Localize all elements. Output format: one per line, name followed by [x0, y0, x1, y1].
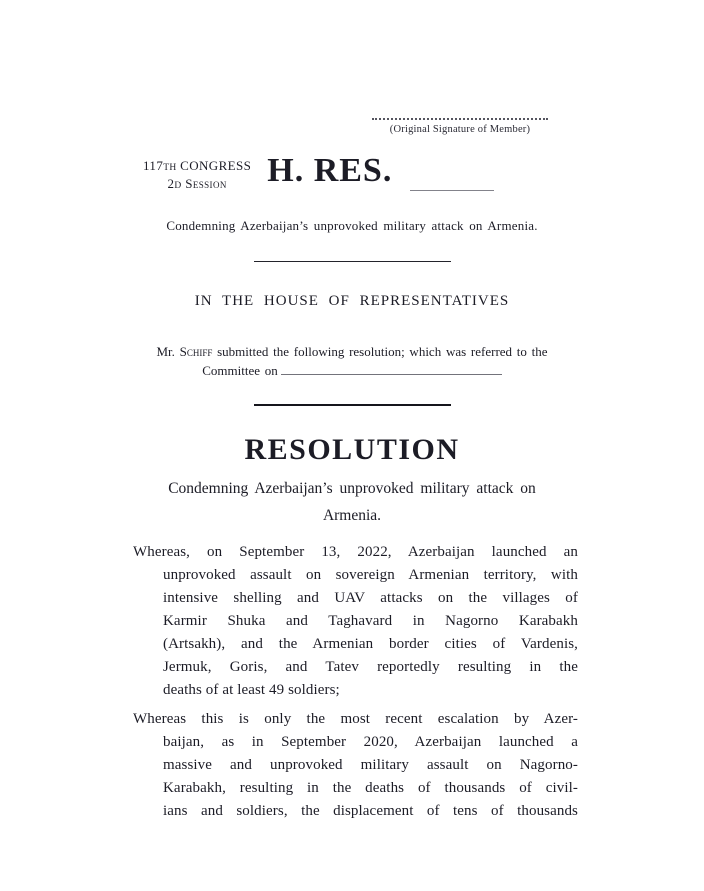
resolution-title: RESOLUTION: [244, 433, 460, 466]
resolution-subtitle-line-1: Condemning Azerbaijan’s unprovoked military attack on: [168, 480, 536, 497]
body-line: (Artsakh), and the Armenian border cities of Vardenis,: [163, 636, 578, 652]
sponsor-name: Schiff: [179, 344, 213, 359]
divider-rule-bottom: [254, 404, 451, 406]
body-line: Karabakh, resulting in the deaths of thousands of civil-: [163, 780, 578, 796]
resolution-subtitle-line-2: Armenia.: [322, 507, 382, 524]
body-line: massive and unprovoked military assault on Nagorno-: [163, 757, 578, 773]
preamble-title: Condemning Azerbaijan’s unprovoked military attack on Armenia.: [166, 218, 538, 233]
whereas-paragraph-2: [133, 708, 578, 823]
resolution-body: [133, 541, 578, 823]
action-line-1: [0, 342, 704, 361]
committee-blank-line: [281, 364, 502, 375]
signature-dotted-line: [372, 118, 548, 120]
body-line: Jermuk, Goris, and Tatev reportedly resulting in the: [163, 659, 578, 675]
action-line-2: [0, 361, 704, 380]
congress-number: 117: [143, 158, 164, 173]
body-line: deaths of at least 49 soldiers;: [163, 682, 340, 698]
body-line: Whereas, on September 13, 2022, Azerbaijan launched an: [133, 544, 578, 560]
action-paragraph: [0, 342, 704, 380]
bill-number-heading: H. RES.: [267, 152, 393, 189]
divider-rule-top: [254, 261, 451, 262]
congress-header-row: [143, 153, 704, 194]
signature-caption: (Original Signature of Member): [389, 124, 531, 135]
body-line: intensive shelling and UAV attacks on the villages of: [163, 590, 578, 606]
body-line: Whereas this is only the most recent escalation by Azer-: [133, 711, 578, 727]
whereas-paragraph-1: [133, 541, 578, 702]
congress-session-block: [143, 158, 251, 194]
resolution-subtitle: [0, 475, 704, 529]
body-line: unprovoked assault on sovereign Armenian territory, with: [163, 567, 578, 583]
session-line: [143, 176, 251, 194]
body-line: Karmir Shuka and Taghavard in Nagorno Karabakh: [163, 613, 578, 629]
congress-line: [143, 158, 251, 176]
committee-label: Committee on: [202, 363, 278, 378]
session-word: Session: [185, 176, 227, 191]
congress-ordinal: TH: [163, 163, 177, 173]
action-text: submitted the following resolution; which was referred to the: [212, 344, 548, 359]
signature-block: [372, 118, 548, 135]
session-ordinal: D: [174, 181, 182, 191]
chamber-heading: IN THE HOUSE OF REPRESENTATIVES: [194, 293, 510, 309]
congress-word: CONGRESS: [180, 158, 252, 173]
bill-number-blank-line: [410, 181, 494, 191]
session-number: 2: [167, 176, 175, 191]
body-line: ians and soldiers, the displacement of tens of thousands: [163, 803, 578, 819]
body-line: baijan, as in September 2020, Azerbaijan launched a: [163, 734, 578, 750]
sponsor-prefix: Mr.: [156, 344, 180, 359]
